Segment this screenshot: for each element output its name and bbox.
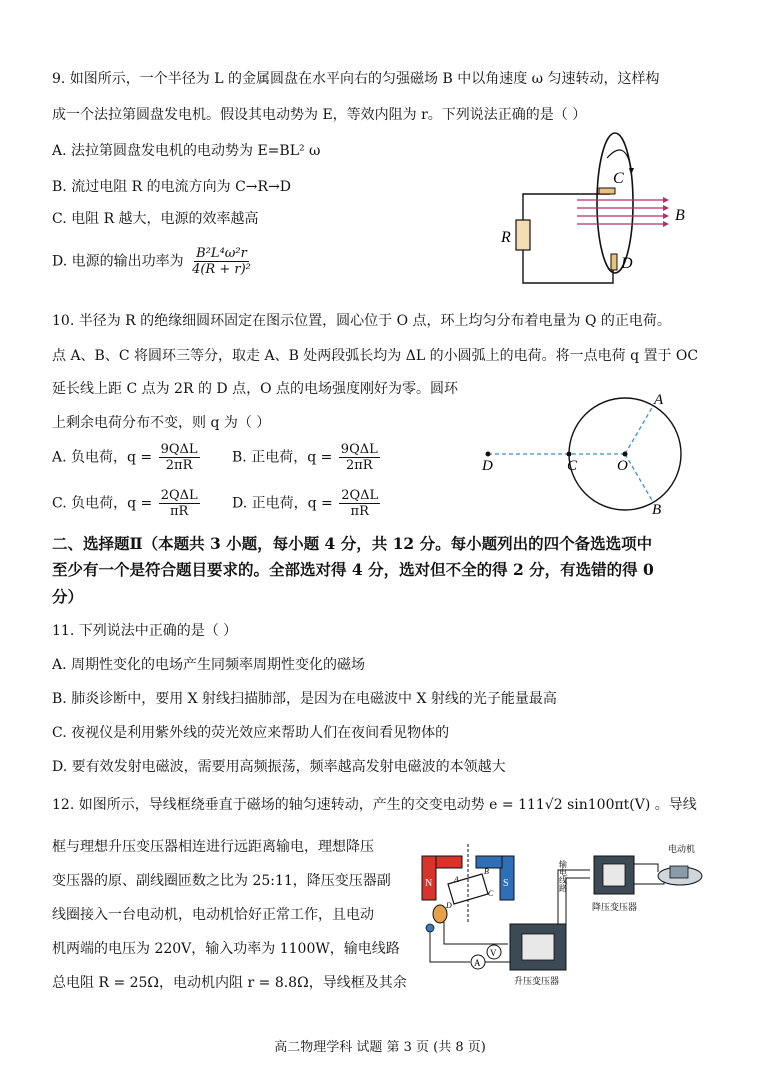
q10-label-c: C: [567, 458, 578, 474]
section-2-heading-line1: 二、选择题Ⅱ（本题共 3 小题，每小题 4 分，共 12 分。每小题列出的四个备选选项中: [52, 534, 653, 553]
q10-stem-line3: 延长线上距 C 点为 2R 的 D 点，O 点的电场强度刚好为零。圆环: [52, 381, 459, 397]
q10-option-a: [52, 442, 202, 473]
q10-option-c: [52, 488, 202, 519]
q9-option-d-numerator: B²L⁴ω²r: [196, 246, 247, 261]
q12-slip-ring: [433, 905, 447, 923]
q12-stem-line3: 变压器的原、副线圈匝数之比为 25:11，降压变压器副: [52, 873, 391, 889]
q10-ring-figure: [470, 390, 710, 520]
q10-label-o: O: [617, 458, 628, 474]
q9-option-d: [52, 246, 255, 277]
q10-option-d-fraction: [339, 488, 380, 519]
q10-option-b-prefix: B. 正电荷，q =: [232, 449, 333, 466]
q10-option-d-denominator: πR: [350, 504, 369, 519]
q11-option-b: B. 肺炎诊断中，要用 X 射线扫描肺部，是因为在电磁波中 X 射线的光子能量最高: [52, 691, 557, 707]
q11-option-c: C. 夜视仪是利用紫外线的荧光效应来帮助人们在夜间看见物体的: [52, 725, 450, 741]
q10-label-d: D: [482, 458, 493, 474]
section-2-heading-line3: 分）: [52, 587, 84, 606]
q10-stem-line4: 上剩余电荷分布不变，则 q 为（ ）: [52, 415, 271, 431]
q12-label-transmission-line: 输电线路: [558, 860, 568, 892]
q12-label-motor: 电动机: [668, 844, 696, 854]
page-footer: 高二物理学科 试题 第 3 页 (共 8 页): [274, 1040, 486, 1055]
q9-option-d-denominator: 4(R + r)²: [192, 262, 251, 277]
q10-option-c-numerator: 2QΔL: [160, 488, 198, 503]
q10-option-d-prefix: D. 正电荷，q =: [232, 495, 333, 512]
q10-option-a-numerator: 9QΔL: [160, 442, 198, 457]
q12-label-voltmeter: V: [490, 948, 497, 958]
q9-axle: [611, 254, 617, 270]
q12-label-c: C: [488, 889, 494, 898]
q12-label-s: S: [503, 878, 509, 889]
q12-label-b: B: [484, 867, 489, 876]
q10-dashed-line-ob: [625, 454, 653, 502]
q9-option-a: A. 法拉第圆盘发电机的电动势为 E=BL² ω: [52, 143, 321, 159]
q9-label-r: R: [501, 229, 511, 246]
q9-option-c: C. 电阻 R 越大，电源的效率越高: [52, 211, 259, 227]
q10-option-c-denominator: πR: [170, 504, 189, 519]
q10-dashed-line-oa: [625, 406, 653, 454]
q10-label-b: B: [652, 502, 662, 518]
q9-magnetic-field-lines: [577, 200, 663, 224]
q10-option-a-fraction: [159, 442, 200, 473]
q12-stem-line4: 线圈接入一台电动机，电动机恰好正常工作，且电动: [52, 907, 374, 923]
q10-option-b-numerator: 9QΔL: [340, 442, 378, 457]
q12-label-a: A: [454, 875, 459, 884]
q9-option-b: B. 流过电阻 R 的电流方向为 C→R→D: [52, 179, 292, 195]
q9-label-b: B: [675, 207, 685, 224]
q12-stem-line2: 框与理想升压变压器相连进行远距离输电，理想降压: [52, 839, 374, 855]
q10-option-d: [232, 488, 382, 519]
q11-option-a: A. 周期性变化的电场产生同频率周期性变化的磁场: [52, 657, 366, 673]
q9-option-d-fraction: [190, 246, 253, 277]
q9-label-d: D: [621, 255, 633, 272]
q11-stem: 11. 下列说法中正确的是（ ）: [52, 623, 238, 639]
q10-option-a-denominator: 2πR: [165, 458, 193, 473]
q9-stem-line2: 成一个法拉第圆盘发电机。假设其电动势为 E，等效内阻为 r。下列说法正确的是（ ）: [52, 107, 587, 123]
q12-label-step-up: 升压变压器: [514, 976, 560, 986]
q9-label-c: C: [613, 170, 624, 187]
q10-option-b-fraction: [339, 442, 380, 473]
q10-point-d: [486, 452, 491, 457]
q9-option-d-prefix: D. 电源的输出功率为: [52, 253, 184, 270]
q10-point-c: [567, 452, 572, 457]
q12-transmission-figure: [418, 834, 718, 994]
q10-option-a-prefix: A. 负电荷，q =: [52, 449, 153, 466]
q10-option-d-numerator: 2QΔL: [341, 488, 379, 503]
q9-resistor: [516, 220, 530, 250]
q12-stem-line6: 总电阻 R = 25Ω，电动机内阻 r = 8.8Ω，导线框及其余: [52, 975, 407, 991]
q12-label-n: N: [425, 878, 433, 889]
q10-stem-line1: 10. 半径为 R 的绝缘细圆环固定在图示位置，圆心位于 O 点，环上均匀分布着电量为 Q 的正电荷。: [52, 313, 671, 329]
q10-option-c-fraction: [159, 488, 200, 519]
q9-faraday-disk-figure: [495, 128, 695, 298]
q12-stem-line5: 机两端的电压为 220V，输入功率为 1100W，输电线路: [52, 941, 400, 957]
q12-label-step-down: 降压变压器: [592, 902, 638, 912]
q9-stem-line1: 9. 如图所示，一个半径为 L 的金属圆盘在水平向右的匀强磁场 B 中以角速度 ω 匀速转动，这样构: [52, 71, 660, 87]
q12-label-ammeter: A: [474, 958, 481, 968]
q10-option-b-denominator: 2πR: [345, 458, 373, 473]
q12-label-d: D: [446, 901, 452, 910]
q11-option-d: D. 要有效发射电磁波，需要用高频振荡，频率越高发射电磁波的本领越大: [52, 759, 506, 775]
q9-brush-c: [599, 188, 615, 194]
q9-disk: [597, 133, 633, 273]
q10-option-c-prefix: C. 负电荷，q =: [52, 495, 153, 512]
q10-option-b: [232, 442, 382, 473]
q12-stem-line1: 12. 如图所示，导线框绕垂直于磁场的轴匀速转动，产生的交变电动势 e = 111√2 sin100πt(V) 。导线: [52, 797, 697, 813]
section-2-heading-line2: 至少有一个是符合题目要求的。全部选对得 4 分，选对但不全的得 2 分，有选错的得 0: [52, 560, 654, 579]
q10-point-o: [623, 452, 628, 457]
q10-label-a: A: [654, 392, 664, 408]
q10-stem-line2: 点 A、B、C 将圆环三等分，取走 A、B 处两段弧长均为 ΔL 的小圆弧上的电荷。将一点电荷 q 置于 OC: [52, 348, 699, 364]
